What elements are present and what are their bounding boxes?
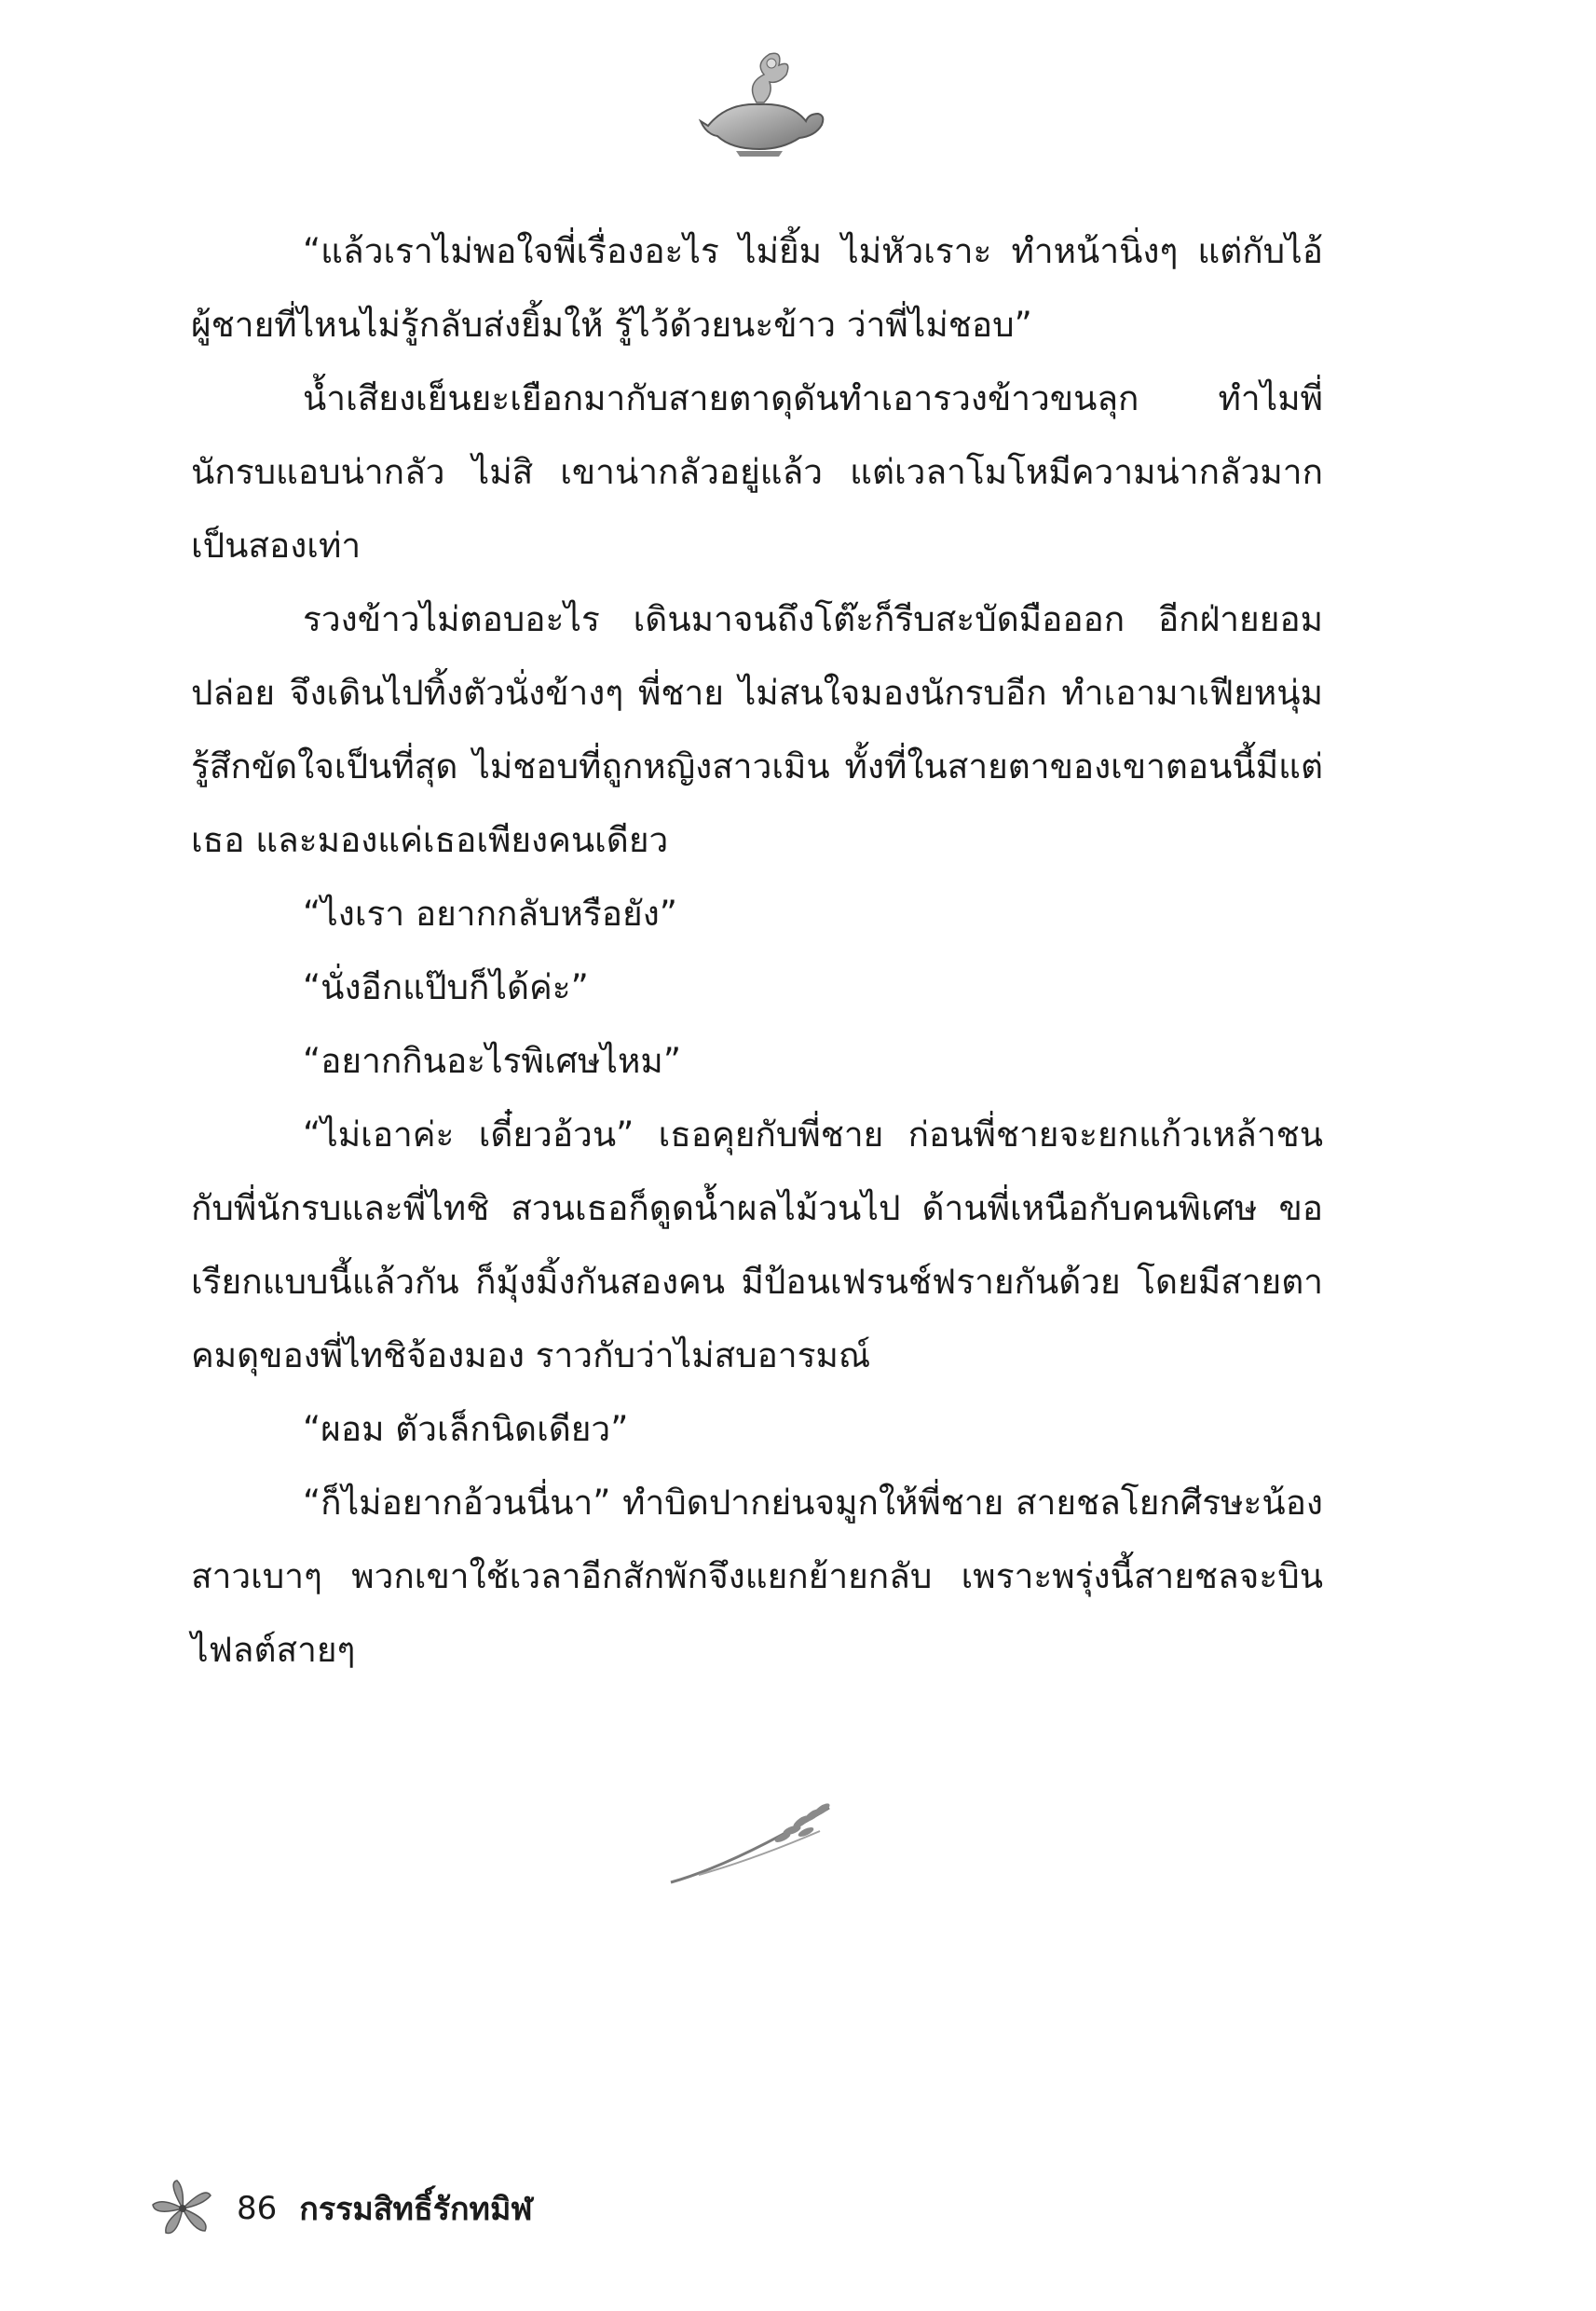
body-text: [191, 214, 1323, 1687]
lily-flower-icon: [149, 2179, 216, 2238]
dialogue-line: “อยากกินอะไรพิเศษไหม”: [303, 1041, 681, 1081]
page-footer: [149, 2176, 533, 2241]
paragraph: รวงข้าวไม่ตอบอะไร เดินมาจนถึงโต๊ะก็รีบสะบัดมือออก อีกฝ่ายยอมปล่อย จึงเดินไปทิ้งตัวนั่งข้างๆ พี่ชาย ไม่สนใจมองนักรบอีก ทำเอามาเฟียหนุ่มรู้สึกขัดใจเป็นที่สุด ไม่ชอบที่ถูกหญิงสาวเมิน ทั้งที่ในสายตาของเขาตอนนี้มีแต่เธอ และมองแค่เธอเพียงคนเดียว: [191, 599, 1323, 860]
paragraph: “แล้วเราไม่พอใจพี่เรื่องอะไร ไม่ยิ้ม ไม่หัวเราะ ทำหน้านิ่งๆ แต่กับไอ้ผู้ชายที่ไหนไม่รู้กลับส่งยิ้มให้ รู้ไว้ด้วยนะข้าว ว่าพี่ไม่ชอบ”: [191, 231, 1323, 345]
paragraph: “ก็ไม่อยากอ้วนนี่นา” ทำบิดปากย่นจมูกให้พี่ชาย สายชลโยกศีรษะน้องสาวเบาๆ พวกเขาใช้เวลาอีกสักพักจึงแยกย้ายกลับ เพราะพรุ่งนี้สายชลจะบินไฟลต์สายๆ: [191, 1483, 1323, 1670]
page-number: 86: [237, 2190, 278, 2227]
dialogue-line: “นั่งอีกแป๊บก็ได้ค่ะ”: [303, 967, 589, 1007]
book-title: กรรมสิทธิ์รักทมิฬ: [299, 2191, 533, 2228]
paragraph: น้ำเสียงเย็นยะเยือกมากับสายตาดุดันทำเอารวงข้าวขนลุก ทำไมพี่นักรบแอบน่ากลัว ไม่สิ เขาน่ากลัวอยู่แล้ว แต่เวลาโมโหมีความน่ากลัวมากเป็นสองเท่า: [191, 378, 1323, 566]
dialogue-line: “ไงเรา อยากกลับหรือยัง”: [303, 894, 677, 934]
wheat-sprig-icon: [662, 1789, 848, 1892]
genie-lamp-icon: [689, 47, 829, 158]
paragraph: “ไม่เอาค่ะ เดี๋ยวอ้วน” เธอคุยกับพี่ชาย ก่อนพี่ชายจะยกแก้วเหล้าชนกับพี่นักรบและพี่ไทชิ สวนเธอก็ดูดน้ำผลไม้วนไป ด้านพี่เหนือกับคนพิเศษ ขอเรียกแบบนี้แล้วกัน ก็มุ้งมิ้งกันสองคน มีป้อนเฟรนช์ฟรายกันด้วย โดยมีสายตาคมดุของพี่ไทชิจ้องมอง ราวกับว่าไม่สบอารมณ์: [191, 1114, 1323, 1375]
dialogue-line: “ผอม ตัวเล็กนิดเดียว”: [303, 1409, 629, 1449]
